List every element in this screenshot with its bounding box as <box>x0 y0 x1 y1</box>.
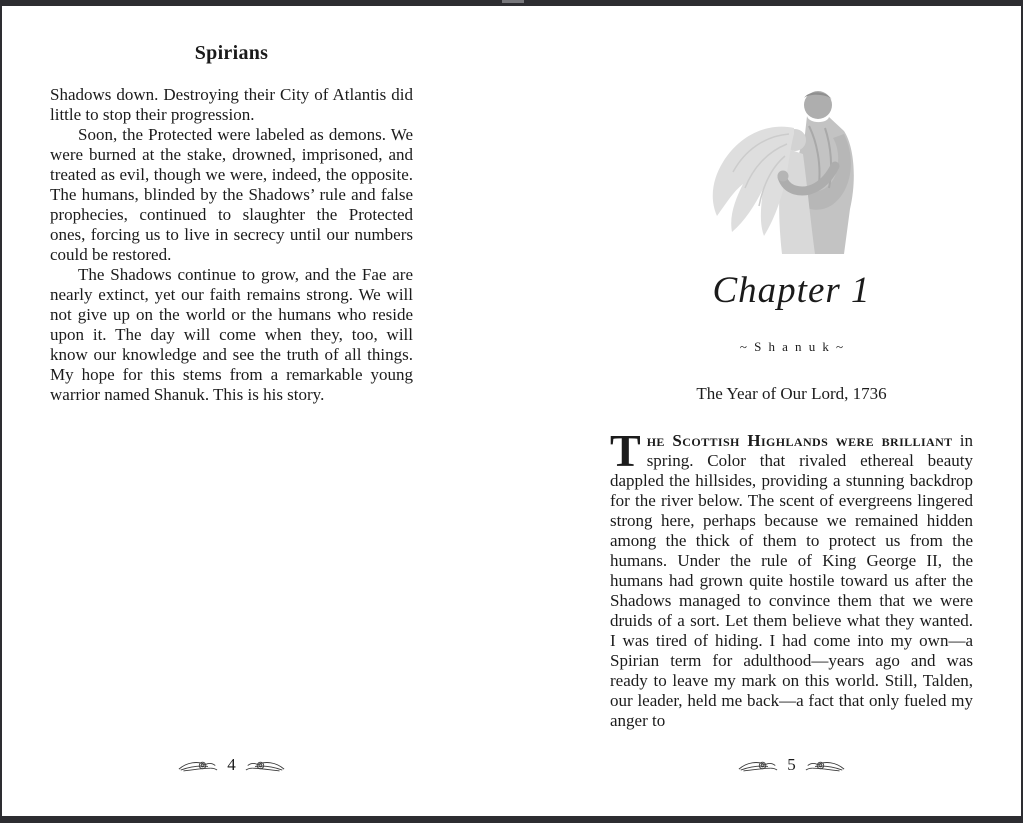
page-number: 5 <box>787 755 796 774</box>
right-page-body <box>610 425 973 731</box>
embracing-couple-illustration <box>697 84 887 259</box>
floral-flourish-icon <box>178 758 218 773</box>
book-page-right[interactable] <box>610 38 973 731</box>
left-page-body <box>50 85 413 405</box>
paragraph <box>610 425 973 731</box>
screen-frame-notch <box>502 0 524 3</box>
chapter-title: Chapter 1 <box>712 270 871 311</box>
lead-smallcaps: he Scottish Highlands were brilliant <box>646 431 953 450</box>
paragraph: Shadows down. Destroying their City of Atlantis did little to stop their progression. <box>50 85 413 124</box>
screen-frame-bottom <box>0 816 1023 823</box>
page-number: 4 <box>227 755 236 774</box>
drop-cap: T <box>610 425 641 476</box>
floral-flourish-icon <box>805 758 845 773</box>
floral-flourish-icon <box>245 758 285 773</box>
right-page-folio <box>610 756 973 774</box>
paragraph: Soon, the Protected were labeled as demons. We were burned at the stake, drowned, imprisoned, and treated as evil, though we were, indeed, the opposite. The humans, blinded by the Shadows’ rule and false prophecies, continued to slaughter the Protected ones, forcing us to live in secrecy until our numbers could be restored. <box>50 125 413 264</box>
chapter-subtitle: ~Shanuk~ <box>739 339 851 354</box>
book-page-left[interactable] <box>50 38 413 405</box>
chapter-text: in spring. Color that rivaled ethereal beauty dappled the hillsides, providing a stunning backdrop for the river below. The scent of evergreens lingered strong here, perhaps because we remained hidden among the thick of them to protect us from the humans. Under the rule of King George II, the humans had grown quite hostile toward us after the Shadows managed to convince them that we were druids of a sort. Let them believe what they wanted. I was tired of hiding. I had come into my own—a Spirian term for adulthood—years ago and was ready to leave my mark on this world. Still, Talden, our leader, held me back—a fact that only fueled my anger to <box>610 431 973 730</box>
paragraph: The Shadows continue to grow, and the Fae are nearly extinct, yet our faith remains strong. We will not give up on the world or the humans who reside upon it. The day will come when they, too, will know our knowledge and see the truth of all things. My hope for this stems from a remarkable young warrior named Shanuk. This is his story. <box>50 265 413 404</box>
left-page-folio <box>50 756 413 774</box>
floral-flourish-icon <box>738 758 778 773</box>
chapter-date-line: The Year of Our Lord, 1736 <box>696 384 887 403</box>
screen-frame-left <box>0 0 2 823</box>
page-title: Spirians <box>194 42 269 64</box>
